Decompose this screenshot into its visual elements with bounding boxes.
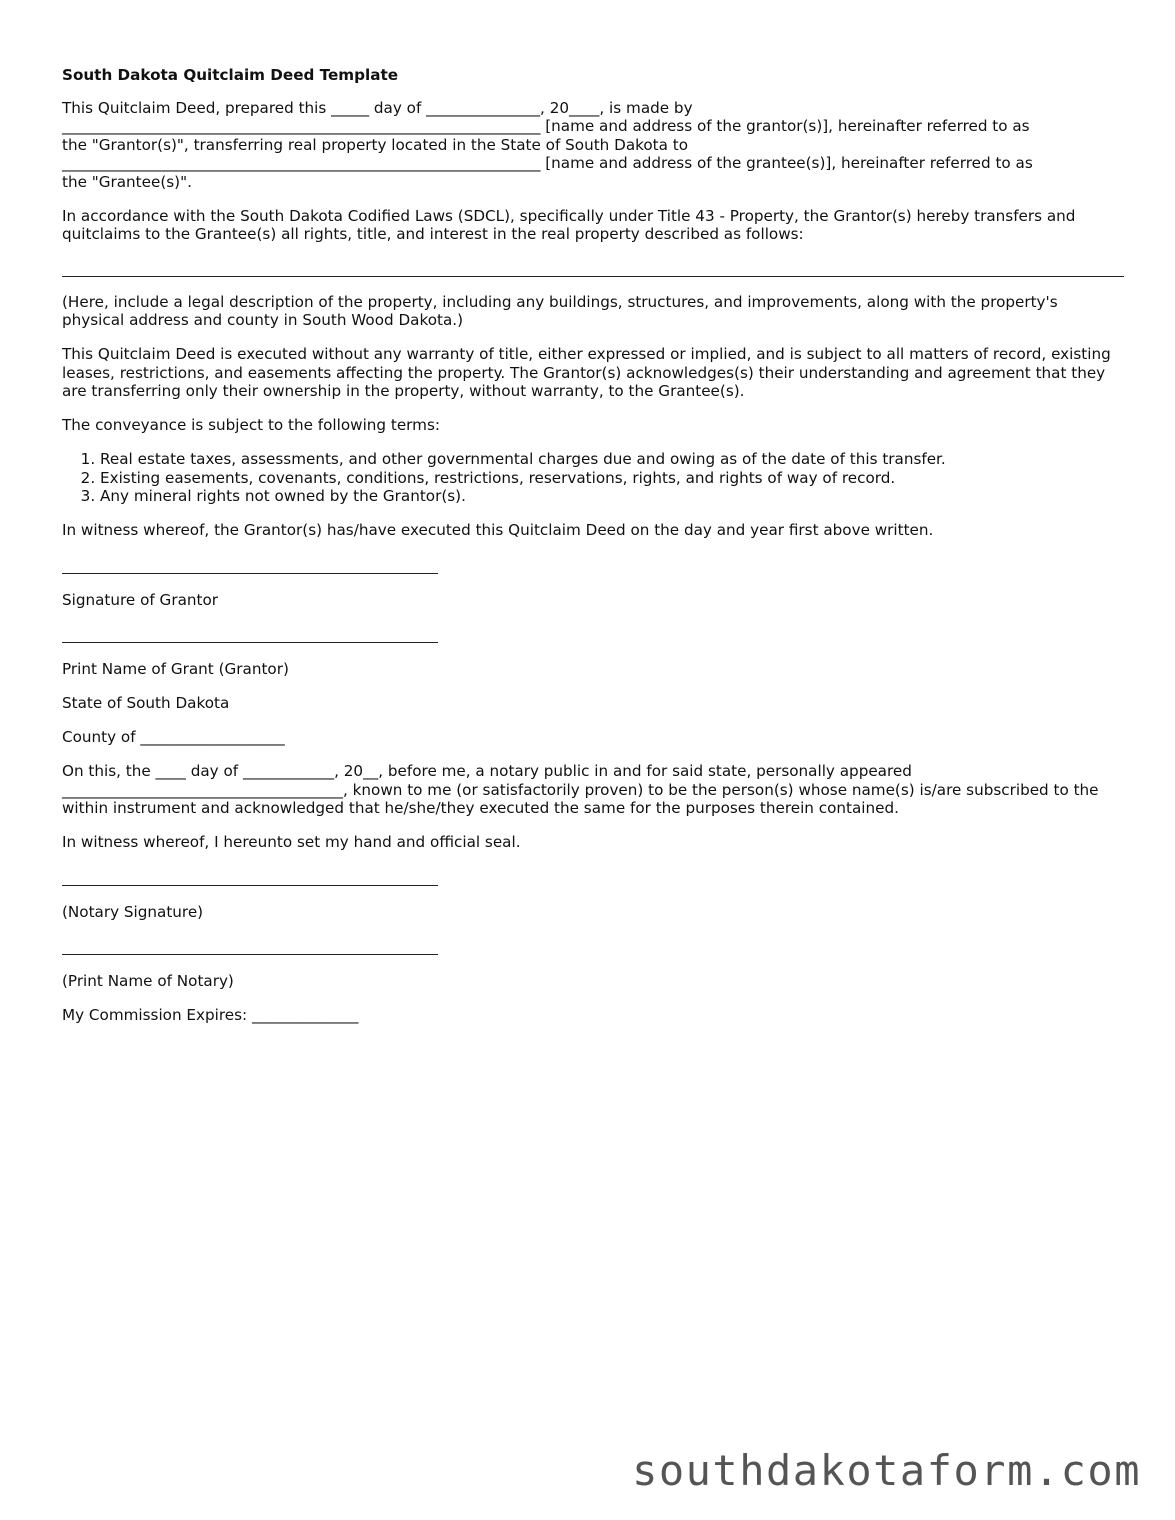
print-name-grantor-label: Print Name of Grant (Grantor) xyxy=(62,660,289,678)
intro-paragraph xyxy=(62,99,1124,192)
notary-acknowledgment-paragraph xyxy=(62,762,1124,818)
county-line: County of ___________________ xyxy=(62,728,285,746)
state-line: State of South Dakota xyxy=(62,694,230,712)
terms-list xyxy=(62,450,1124,506)
notary-line-2: _____________________________________, known to me (or satisfactorily proven) to be the person(s) whose name(s) is/are subscribed to the within instrument and acknowledged that he/she/they executed the same for the purposes therein contained. xyxy=(62,780,1099,817)
terms-list-item: 2. Existing easements, covenants, conditions, restrictions, reservations, rights, and rights of way of record. xyxy=(100,469,1124,488)
grantor-print-name-line xyxy=(62,642,438,643)
intro-line-2: _______________________________________________________________ [name and address of the grantor(s)], hereinafter referred to as xyxy=(62,117,1030,135)
accordance-paragraph: In accordance with the South Dakota Codified Laws (SDCL), specifically under Title 43 - Property, the Grantor(s) hereby transfers and quitclaims to the Grantee(s) all rights, title, and interest in the real property described as follows: xyxy=(62,206,1076,243)
legal-description-note: (Here, include a legal description of the property, including any buildings, structures, and improvements, along with the property's physical address and county in South Wood Dakota.) xyxy=(62,292,1058,329)
notary-signature-line xyxy=(62,885,438,886)
document-page xyxy=(62,66,1124,1040)
intro-line-3: the "Grantor(s)", transferring real property located in the State of South Dakota to xyxy=(62,135,689,154)
watermark-text: southdakotaform.com xyxy=(632,1446,1141,1495)
property-description-line xyxy=(62,276,1124,277)
witness-notary-paragraph: In witness whereof, I hereunto set my hand and official seal. xyxy=(62,833,521,851)
intro-line-1: This Quitclaim Deed, prepared this _____ day of _______________, 20____, is made by xyxy=(62,98,693,117)
warranty-paragraph: This Quitclaim Deed is executed without any warranty of title, either expressed or implied, and is subject to all matters of record, existing leases, restrictions, and easements affecting the property. The Grantor(s) acknowledges(s) their understanding and agreement that they are transferring only their ownership in the property, without warranty, to the Grantee(s). xyxy=(62,345,1111,400)
signature-of-grantor-label: Signature of Grantor xyxy=(62,590,218,609)
terms-intro: The conveyance is subject to the following terms: xyxy=(62,416,440,434)
commission-expires-line: My Commission Expires: ______________ xyxy=(62,1006,359,1024)
intro-line-4: _______________________________________________________________ [name and address of the grantee(s)], hereinafter referred to as xyxy=(62,154,1033,172)
terms-list-item: 3. Any mineral rights not owned by the Grantor(s). xyxy=(100,487,1124,506)
notary-print-name-line xyxy=(62,954,438,955)
witness-grantor-paragraph: In witness whereof, the Grantor(s) has/have executed this Quitclaim Deed on the day and year first above written. xyxy=(62,521,934,539)
notary-signature-label: (Notary Signature) xyxy=(62,902,204,921)
notary-line-1: On this, the ____ day of ____________, 20__, before me, a notary public in and for said state, personally appeared xyxy=(62,762,912,780)
terms-list-item: 1. Real estate taxes, assessments, and other governmental charges due and owing as of the date of this transfer. xyxy=(100,450,1124,469)
grantor-signature-line xyxy=(62,573,438,574)
document-title: South Dakota Quitclaim Deed Template xyxy=(62,66,399,84)
intro-line-5: the "Grantee(s)". xyxy=(62,172,192,191)
print-name-notary-label: (Print Name of Notary) xyxy=(62,972,234,990)
